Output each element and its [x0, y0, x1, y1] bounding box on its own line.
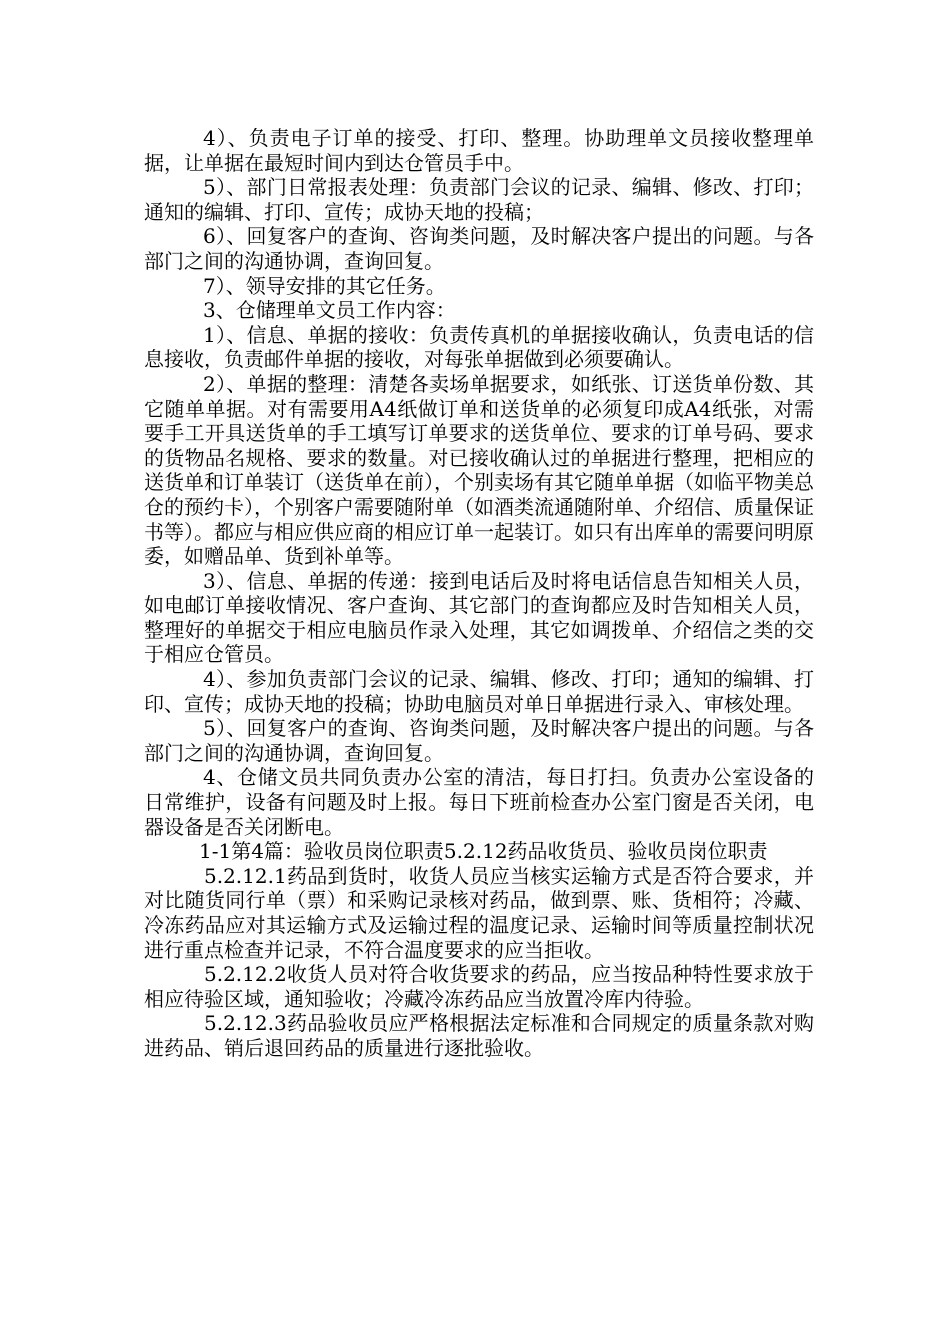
paragraph-14: 5.2.12.2收货人员对符合收货要求的药品，应当按品种特性要求放于相应待验区域，通知验收；冷藏冷冻药品应当放置冷库内待验。 [144, 962, 814, 1011]
paragraph-6: 1）、信息、单据的接收：负责传真机的单据接收确认，负责电话的信息接收，负责邮件单据的接收，对每张单据做到必须要确认。 [144, 322, 814, 372]
paragraph-2: 5）、部门日常报表处理：负责部门会议的记录、编辑、修改、打印；通知的编辑、打印、宣传；成协天地的投稿； [144, 175, 814, 224]
document-body [144, 126, 814, 1061]
paragraph-1: 4）、负责电子订单的接受、打印、整理。协助理单文员接收整理单据，让单据在最短时间内到达仓管员手中。 [144, 126, 814, 175]
paragraph-13: 5.2.12.1药品到货时，收货人员应当核实运输方式是否符合要求，并对比随货同行单（票）和采购记录核对药品，做到票、账、货相符；冷藏、冷冻药品应对其运输方式及运输过程的温度记录、运输时间等质量控制状况进行重点检查并记录，不符合温度要求的应当拒收。 [144, 863, 814, 962]
paragraph-9: 4）、参加负责部门会议的记录、编辑、修改、打印；通知的编辑、打印、宣传；成协天地的投稿；协助电脑员对单日单据进行录入、审核处理。 [144, 667, 814, 716]
paragraph-11: 4、仓储文员共同负责办公室的清洁，每日打扫。负责办公室设备的日常维护，设备有问题及时上报。每日下班前检查办公室门窗是否关闭，电器设备是否关闭断电。 [144, 765, 814, 839]
paragraph-15: 5.2.12.3药品验收员应严格根据法定标准和合同规定的质量条款对购进药品、销后退回药品的质量进行逐批验收。 [144, 1011, 814, 1060]
paragraph-5: 3、仓储理单文员工作内容： [203, 298, 456, 323]
paragraph-7: 2）、单据的整理：清楚各卖场单据要求，如纸张、订送货单份数、其它随单单据。对有需要用A4纸做订单和送货单的必须复印成A4纸张，对需要手工开具送货单的手工填写订单要求的送货单位、要求的订单号码、要求的货物品名规格、要求的数量。对已接收确认过的单据进行整理，把相应的送货单和订单装订（送货单在前），个别卖场有其它随单单据（如临平物美总仓的预约卡），个别客户需要随附单（如酒类流通随附单、介绍信、质量保证书等）。都应与相应供应商的相应订单一起装订。如只有出库单的需要问明原委，如赠品单、货到补单等。 [144, 371, 814, 569]
paragraph-3: 6）、回复客户的查询、咨询类问题，及时解决客户提出的问题。与各部门之间的沟通协调，查询回复。 [144, 224, 814, 273]
paragraph-8: 3）、信息、单据的传递：接到电话后及时将电话信息告知相关人员，如电邮订单接收情况、客户查询、其它部门的查询都应及时告知相关人员，整理好的单据交于相应电脑员作录入处理，其它如调拨单、介绍信之类的交于相应仓管员。 [144, 568, 814, 667]
section-heading: 1-1第4篇：验收员岗位职责5.2.12药品收货员、验收员岗位职责 [199, 839, 768, 864]
paragraph-10: 5）、回复客户的查询、咨询类问题，及时解决客户提出的问题。与各部门之间的沟通协调，查询回复。 [144, 716, 814, 765]
paragraph-4: 7）、领导安排的其它任务。 [203, 273, 446, 298]
